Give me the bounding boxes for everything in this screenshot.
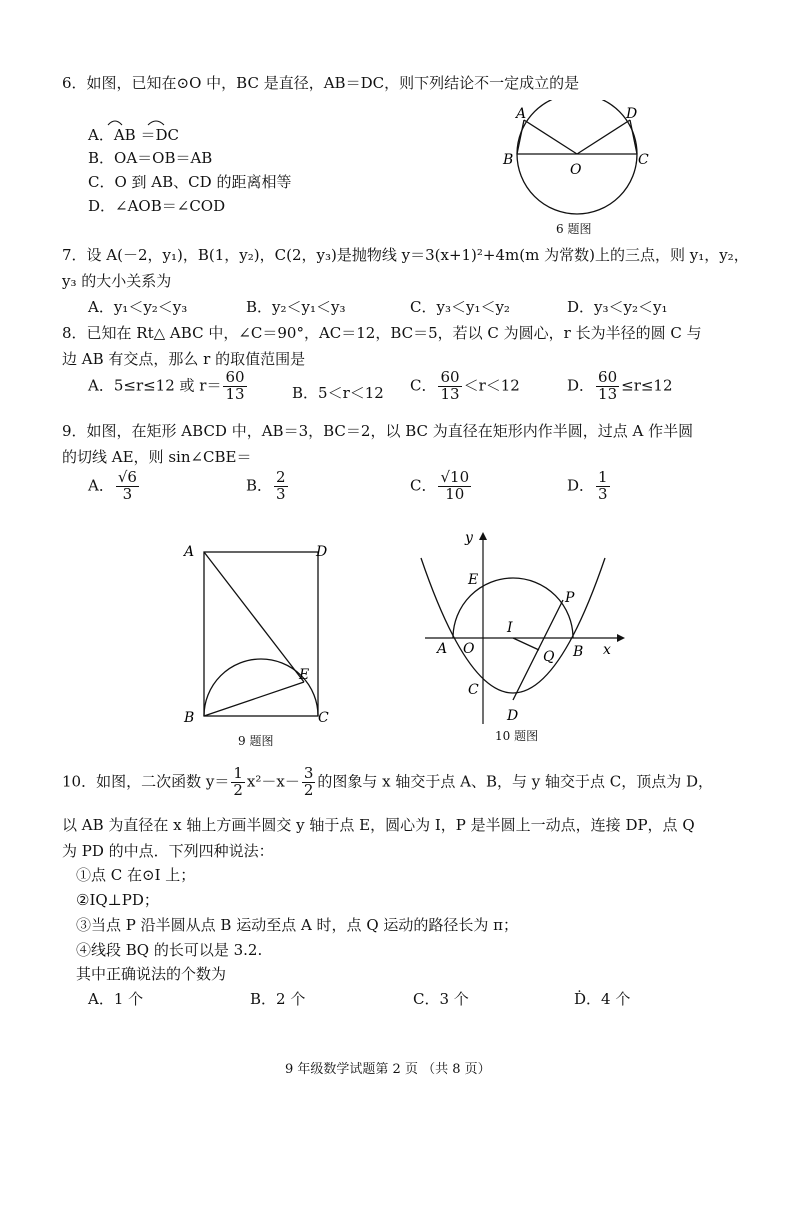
q6-option-b: B．OA＝OB＝AB (88, 149, 213, 167)
y-axis-arrow (479, 532, 487, 540)
arc-marks (106, 117, 176, 127)
x-axis-arrow (617, 634, 625, 642)
rectangle-abcd (204, 552, 318, 716)
q8-stem-line2: 边 AB 有交点，那么 r 的取值范围是 (62, 350, 306, 368)
label-e: E (299, 667, 310, 683)
q10-option-b: B．2 个 (250, 990, 306, 1008)
q10-item-2: ②IQ⊥PD； (76, 891, 159, 909)
q9-stem-line2: 的切线 AE，则 sin∠CBE＝ (62, 448, 252, 466)
q10-option-a: A．1 个 (88, 990, 144, 1008)
q9-option-c: C． $\frac{√10}{10}$ (410, 468, 470, 503)
label-x: x (603, 642, 611, 658)
q10-option-d: Ḋ．4 个 (574, 990, 631, 1008)
q6-option-d: D．∠AOB＝∠COD (88, 197, 226, 215)
label-b: B (503, 152, 514, 168)
q8-option-d: D． $\frac{60}{13}$ ≤r≤12 (567, 368, 673, 403)
q10-caption: 10 题图 (495, 729, 539, 743)
q7-option-b: B．y₂＜y₁＜y₃ (246, 298, 346, 316)
label-a: A (516, 106, 527, 122)
circle-o (517, 100, 637, 214)
q6-option-c: C．O 到 AB、CD 的距离相等 (88, 173, 292, 191)
q10-stem-line2: 以 AB 为直径在 x 轴上方画半圆交 y 轴于点 E，圆心为 I，P 是半圆上一动点，连接 DP，点 Q (62, 816, 695, 834)
segment-be (204, 682, 304, 716)
label-c: C (318, 710, 329, 726)
label-o: O (570, 162, 582, 178)
q9-figure (178, 538, 338, 733)
q10-option-c: C．3 个 (413, 990, 469, 1008)
label-d: D (316, 544, 328, 560)
label-d: D (626, 106, 638, 122)
q10-item-1: ①点 C 在⊙I 上； (76, 866, 196, 884)
q7-option-c: C．y₃＜y₁＜y₂ (410, 298, 510, 316)
label-b: B (184, 710, 195, 726)
q8-stem-line1: 8．已知在 Rt△ ABC 中，∠C＝90°，AC＝12，BC＝5，若以 C 为圆心，r 长为半径的圆 C 与 (62, 324, 702, 342)
q10-figure (415, 528, 625, 728)
q6-caption: 6 题图 (556, 222, 592, 236)
label-a: A (184, 544, 195, 560)
label-i: I (507, 620, 513, 636)
label-a: A (437, 641, 448, 657)
q9-option-d: D． $\frac{1}{3}$ (567, 468, 608, 503)
label-c: C (638, 152, 649, 168)
q9-stem-line1: 9．如图，在矩形 ABCD 中，AB＝3，BC＝2，以 BC 为直径在矩形内作半圆，过点 A 作半圆 (62, 422, 694, 440)
label-q: Q (543, 649, 555, 665)
q9-caption: 9 题图 (238, 734, 274, 748)
q10-item-4: ④线段 BQ 的长可以是 3.2. (76, 941, 263, 959)
q9-option-b: B． $\frac{2}{3}$ (246, 468, 286, 503)
q6-figure (500, 100, 660, 235)
q7-option-d: D．y₃＜y₂＜y₁ (567, 298, 668, 316)
q7-option-a: A．y₁＜y₂＜y₃ (88, 298, 188, 316)
label-y: y (465, 530, 473, 546)
q8-option-c: C． $\frac{60}{13}$ ＜r＜12 (410, 368, 520, 403)
label-o: O (463, 641, 475, 657)
q6-option-a: A．AB ＝DC (88, 126, 179, 144)
q8-option-a: A．5≤r≤12 或 r＝ $\frac{60}{13}$ (88, 368, 245, 403)
label-c: C (468, 682, 479, 698)
label-d: D (507, 708, 519, 724)
label-e: E (468, 572, 479, 588)
q7-stem-line2: y₃ 的大小关系为 (62, 272, 172, 290)
page-footer: 9 年级数学试题第 2 页 （共 8 页） (285, 1062, 491, 1077)
q10-stem-line1: 10．如图，二次函数 y＝ $\frac{1}{2}$ x²－x－ $\frac{3}{2}$ 的图象与 x 轴交于点 A、B，与 y 轴交于点 C，顶点为 D， (62, 764, 714, 799)
q8-option-b: B．5＜r＜12 (292, 384, 384, 402)
tangent-ae (204, 552, 304, 682)
label-b: B (573, 644, 584, 660)
q10-ask: 其中正确说法的个数为 (76, 965, 227, 983)
q10-item-3: ③当点 P 沿半圆从点 B 运动至点 A 时，点 Q 运动的路径长为 π； (76, 916, 519, 934)
q9-option-a: A． $\frac{√6}{3}$ (88, 468, 137, 503)
q6-stem: 6．如图，已知在⊙O 中，BC 是直径，AB＝DC，则下列结论不一定成立的是 (62, 74, 580, 92)
q10-stem-line3: 为 PD 的中点．下列四种说法： (62, 842, 274, 860)
q7-stem-line1: 7．设 A(－2，y₁)，B(1，y₂)，C(2，y₃)是抛物线 y＝3(x+1)²+4m(m 为常数)上的三点，则 y₁，y₂， (62, 246, 749, 264)
label-p: P (565, 590, 575, 606)
segment-iq (513, 638, 539, 650)
